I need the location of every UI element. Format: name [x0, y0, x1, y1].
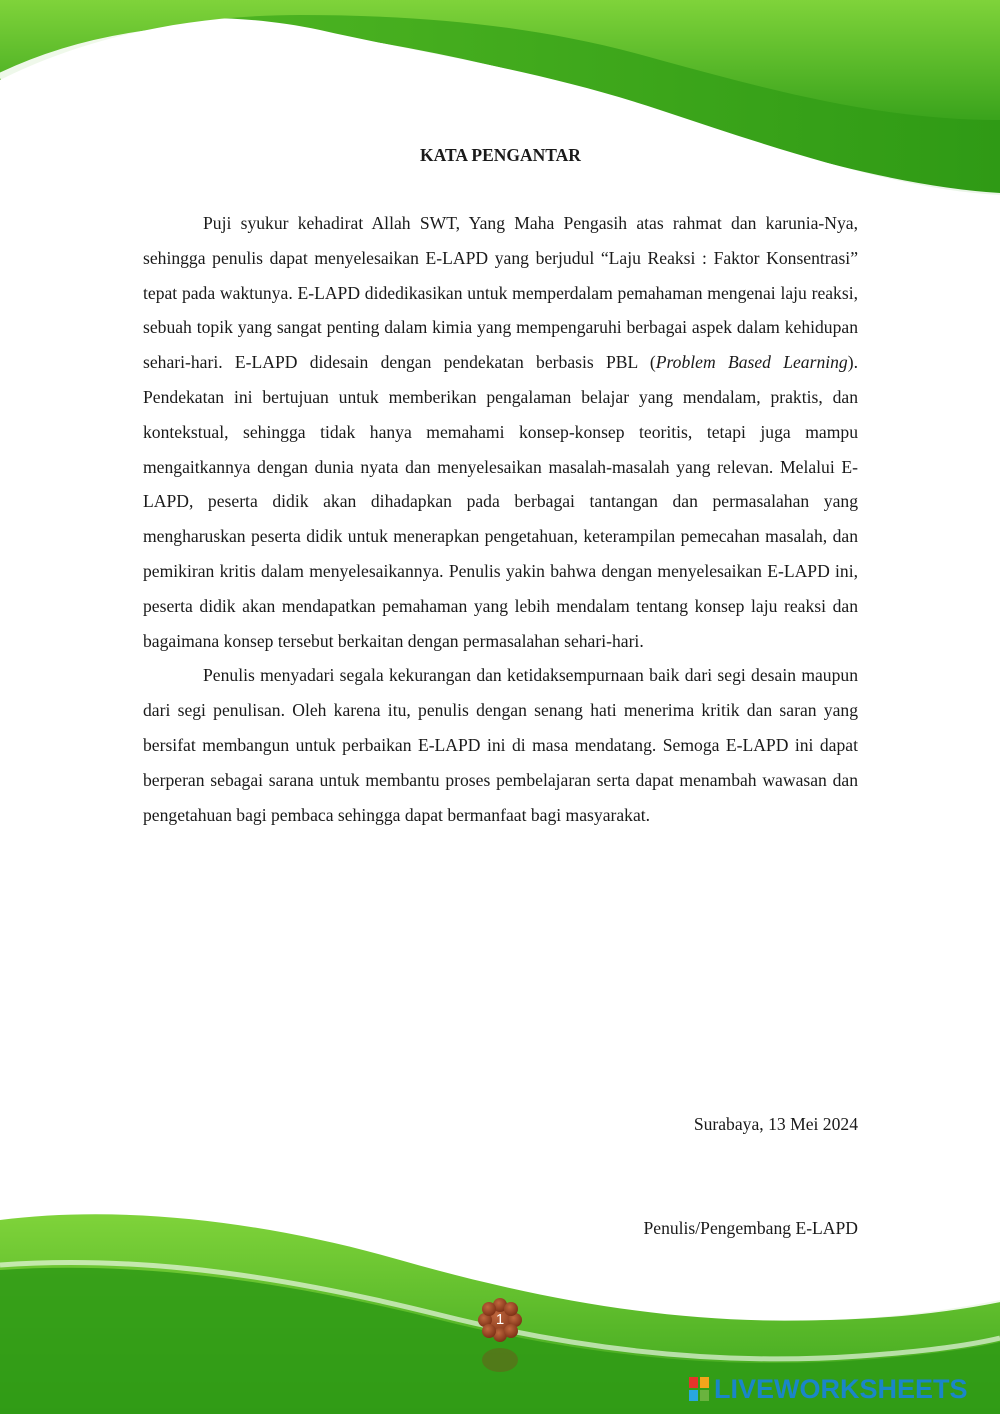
badge-reflection: [478, 1346, 522, 1382]
main-content: [143, 140, 858, 832]
paragraph-1: [143, 206, 858, 658]
paragraph-2: Penulis menyadari segala kekurangan dan ketidaksempurnaan baik dari segi desain maupun dari segi penulisan. Oleh karena itu, penulis dengan senang hati menerima kritik dan saran yang bersifat membangun untuk perbaikan E-LAPD ini di masa mendatang. Semoga E-LAPD ini dapat berperan sebagai sarana untuk membantu proses pembelajaran serta dapat menambah wawasan dan pengetahuan bagi pembaca sehingga dapat bermanfaat bagi masyarakat.: [143, 665, 858, 825]
paragraph-1-text-a: Puji syukur kehadirat Allah SWT, Yang Maha Pengasih atas rahmat dan karunia-Nya, sehingga penulis dapat menyelesaikan E-LAPD yang berjudul “Laju Reaksi : Faktor Konsentrasi” tepat pada waktunya. E-LAPD didedikasikan untuk memperdalam pemahaman mengenai laju reaksi, sebuah topik yang sangat penting dalam kimia yang mempengaruhi berbagai aspek dalam kehidupan sehari-hari. E-LAPD didesain dengan pendekatan berbasis PBL (: [143, 213, 858, 373]
paragraph-1-italic-term: Problem Based Learning: [655, 352, 848, 373]
page-number: 1: [495, 1311, 505, 1328]
brand-name: LIVEWORKSHEETS: [714, 1373, 968, 1404]
page-title: KATA PENGANTAR: [420, 145, 581, 165]
signature: Penulis/Pengembang E-LAPD: [643, 1218, 858, 1238]
paragraph-1-text-b: ). Pendekatan ini bertujuan untuk memberikan pengalaman belajar yang mendalam, praktis, dan kontekstual, sehingga tidak hanya memahami konsep-konsep teoritis, tetapi juga mampu mengaitkannya dengan dunia nyata dan menyelesaikan masalah-masalah yang relevan. Melalui E-LAPD, peserta didik akan dihadapkan pada berbagai tantangan dan permasalahan yang mengharuskan peserta didik untuk menerapkan pengetahuan, keterampilan pemecahan masalah, dan pemikiran kritis dalam menyelesaikannya. Penulis yakin bahwa dengan menyelesaikan E-LAPD ini, peserta didik akan mendapatkan pemahaman yang lebih mendalam tentang konsep laju reaksi dan bagaimana konsep tersebut berkaitan dengan permasalahan sehari-hari.: [143, 352, 858, 651]
liveworksheets-brand: [688, 1372, 968, 1406]
liveworksheets-logo-icon: [688, 1376, 710, 1402]
place-date: Surabaya, 13 Mei 2024: [693, 1114, 858, 1134]
